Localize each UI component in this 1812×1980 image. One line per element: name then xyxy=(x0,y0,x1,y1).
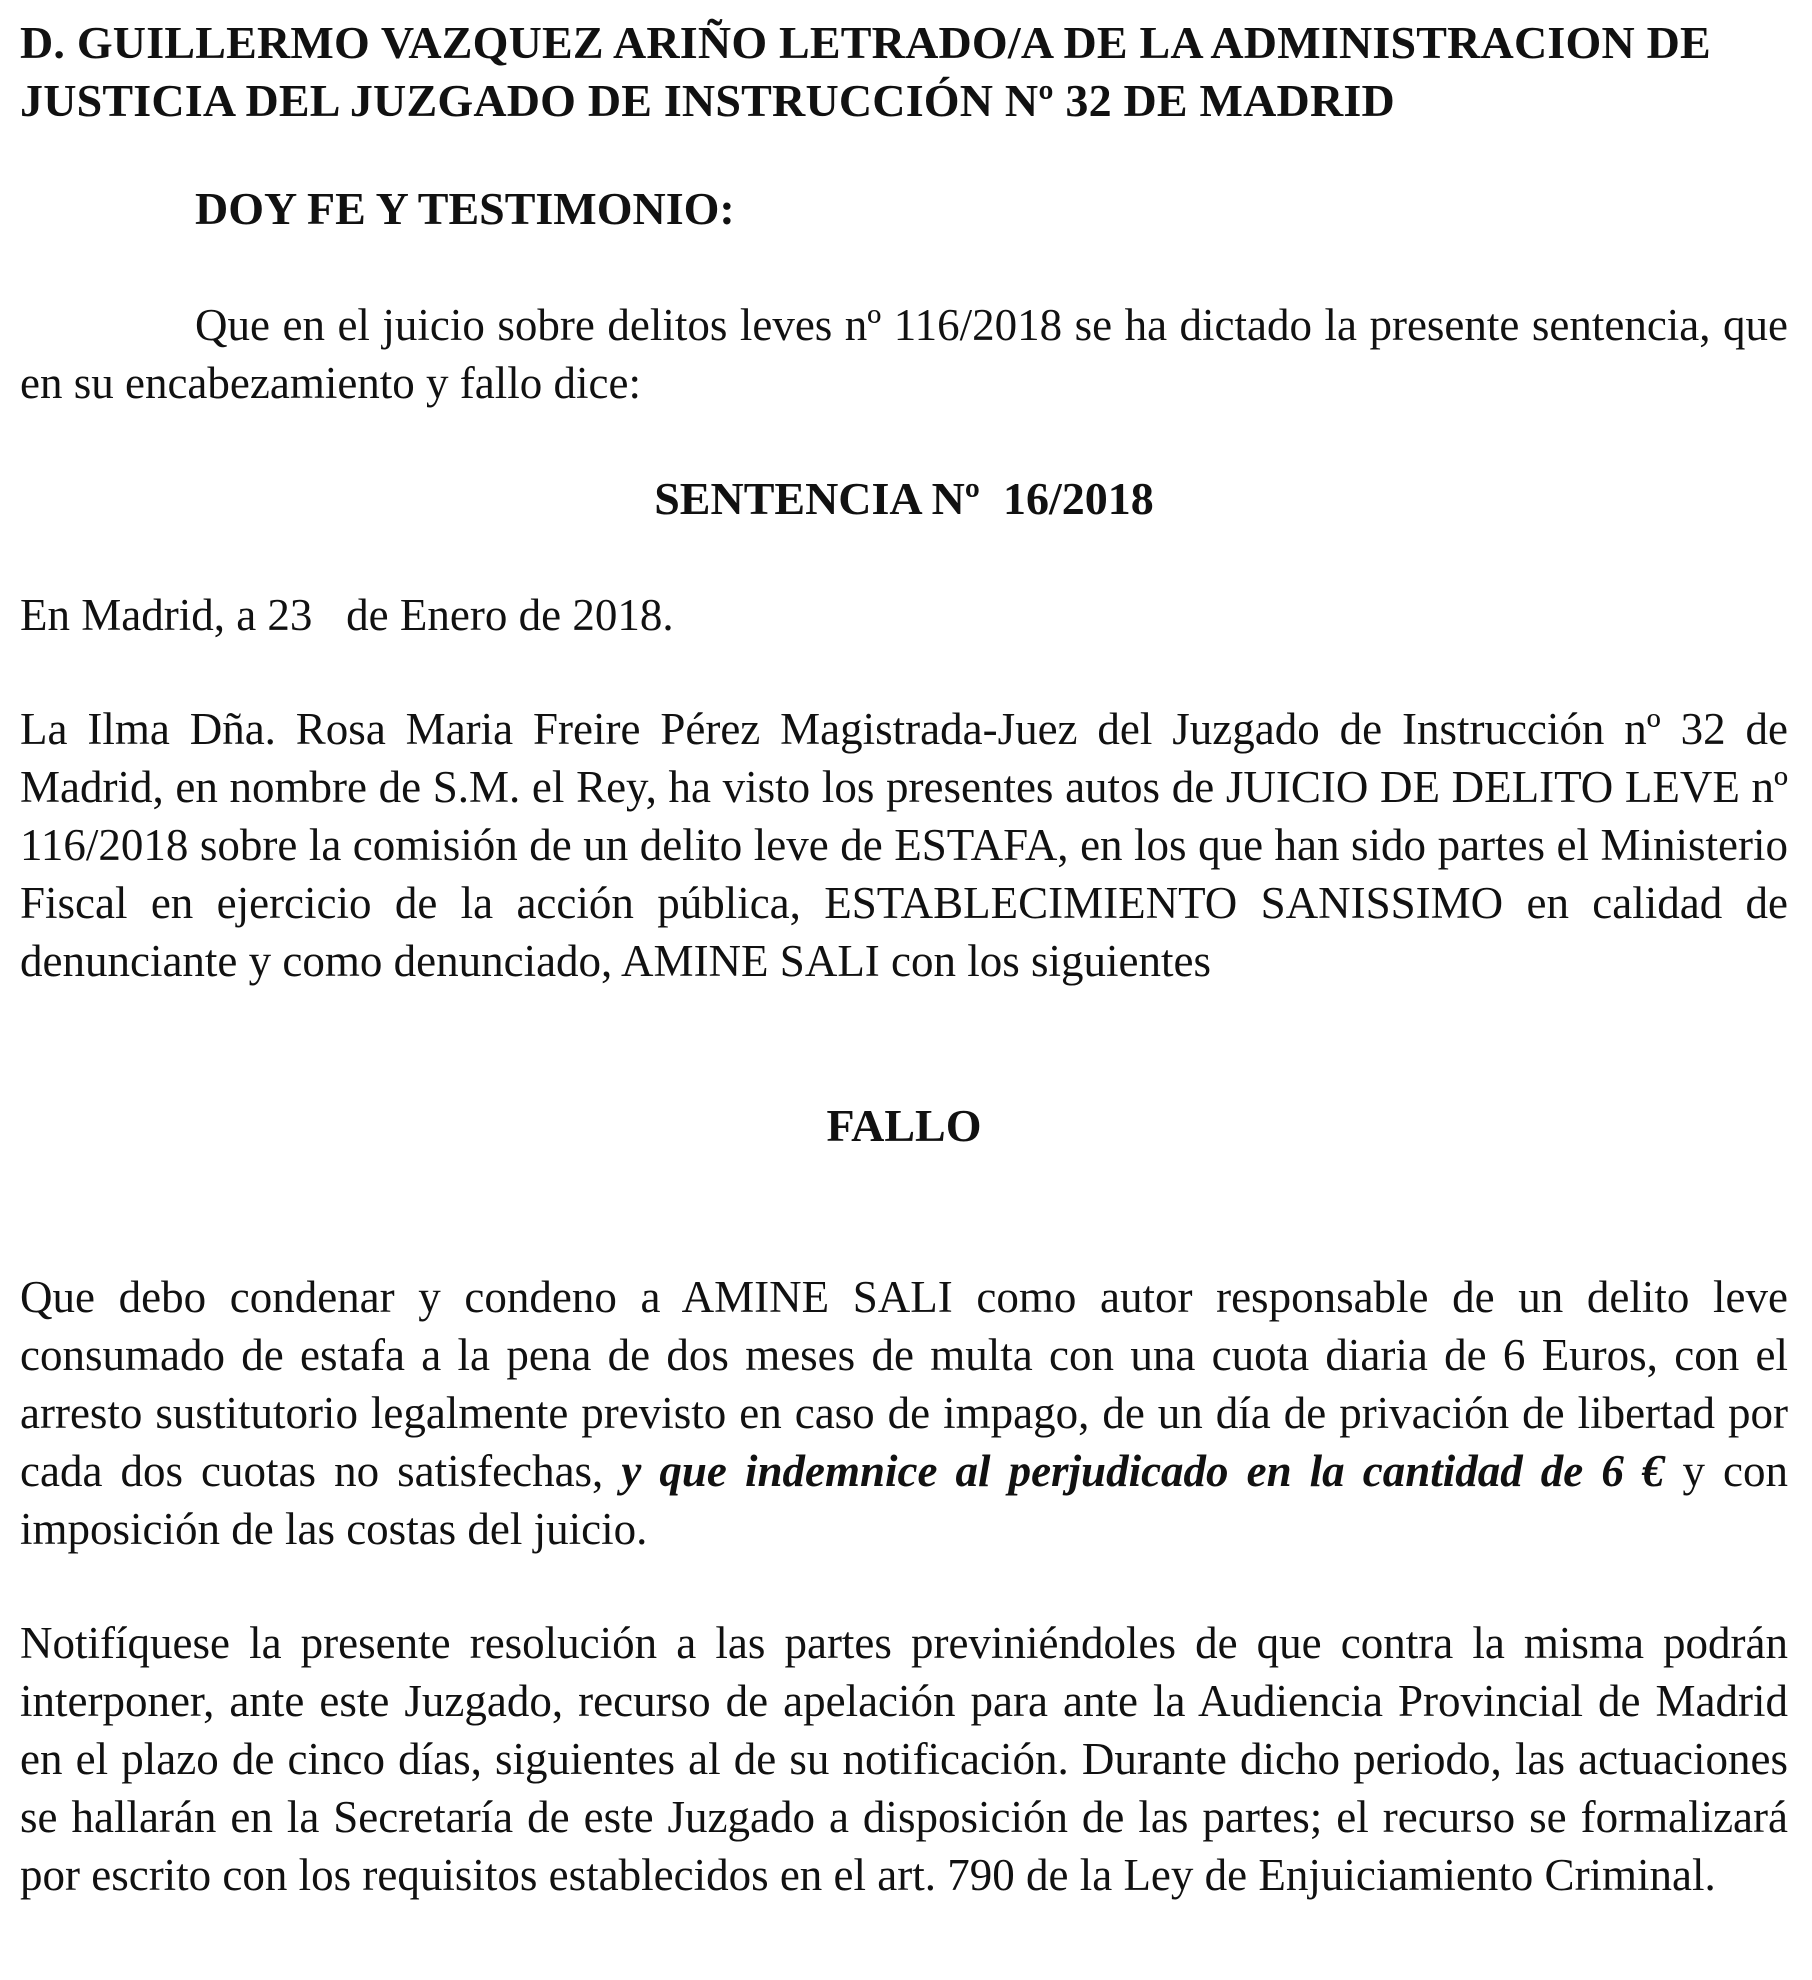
fallo-text-part-2: y con imposición de las costas del juicio. xyxy=(20,1446,1788,1554)
fecha-text: En Madrid, a 23 de Enero de 2018. xyxy=(20,590,674,640)
magistrada-paragraph: La Ilma Dña. Rosa Maria Freire Pérez Magistrada-Juez del Juzgado de Instrucción nº 32 de Madrid, en nombre de S.M. el Rey, ha visto los presentes autos de JUICIO DE DELITO LEVE nº 116/2018 sobre la comisión de un delito leve de ESTAFA, en los que han sido partes el Ministerio Fiscal en ejercicio de la acción pública, ESTABLECIMIENTO SANISSIMO en calidad de denunciante y como denunciado, AMINE SALI con los siguientes xyxy=(20,704,1788,986)
intro-paragraph: Que en el juicio sobre delitos leves nº 116/2018 se ha dictado la presente sentencia, que en su encabezamiento y fallo dice: xyxy=(20,300,1788,408)
fallo-paragraph xyxy=(20,1268,1788,1558)
doy-fe-heading: DOY FE Y TESTIMONIO: xyxy=(195,183,735,234)
fallo-text-part-1: Que debo condenar y condeno a AMINE SALI como autor responsable de un delito leve consumado de estafa a la pena de dos meses de multa con una cuota diaria de 6 Euros, con el arresto sustitutorio legalmente previsto en caso de impago, de un día de privación de libertad por cada dos cuotas no satisfechas, xyxy=(20,1272,1788,1496)
sentencia-title xyxy=(20,470,1788,528)
notificacion-paragraph: Notifíquese la presente resolución a las partes previniéndoles de que contra la misma podrán interponer, ante este Juzgado, recurso de apelación para ante la Audiencia Provincial de Madrid en el plazo de cinco días, siguientes al de su notificación. Durante dicho periodo, las actuaciones se hallarán en la Secretaría de este Juzgado a disposición de las partes; el recurso se formalizará por escrito con los requisitos establecidos en el art. 790 de la Ley de Enjuiciamiento Criminal. xyxy=(20,1618,1788,1900)
fecha-line xyxy=(20,586,1788,644)
fallo-text-emphasis: y que indemnice al perjudicado en la cantidad de 6 € xyxy=(621,1446,1665,1496)
sentencia-title-text: SENTENCIA Nº 16/2018 xyxy=(654,473,1154,524)
document-heading: D. GUILLERMO VAZQUEZ ARIÑO LETRADO/A DE LA ADMINISTRACION DE JUSTICIA DEL JUZGADO DE INSTRUCCIÓN Nº 32 DE MADRID xyxy=(20,17,1711,126)
fallo-title: FALLO xyxy=(826,1100,982,1151)
